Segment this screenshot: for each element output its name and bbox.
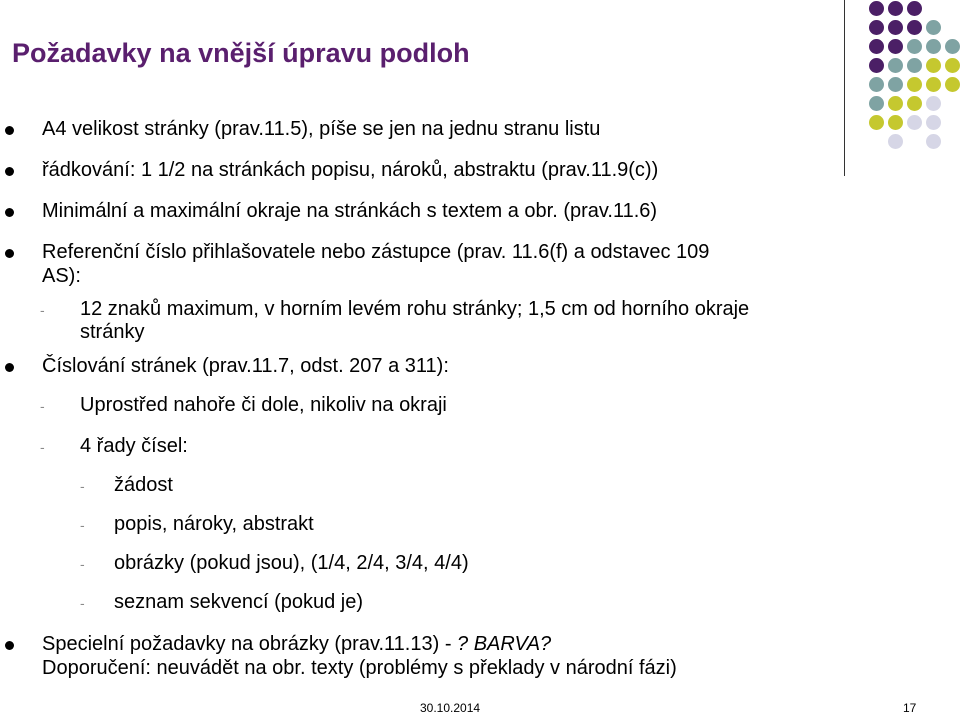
- bullet-icon: [5, 126, 14, 135]
- list-item-continuation: AS):: [42, 265, 81, 287]
- bullet-icon: [5, 167, 14, 176]
- dot: [926, 39, 941, 54]
- dot: [888, 96, 903, 111]
- dot: [869, 1, 884, 16]
- dash-icon: -: [40, 439, 45, 455]
- dot: [907, 96, 922, 111]
- dot: [869, 20, 884, 35]
- bullet-icon: [5, 641, 14, 650]
- dot: [869, 96, 884, 111]
- dash-icon: -: [80, 556, 85, 572]
- sub-sub-list-item: obrázky (pokud jsou), (1/4, 2/4, 3/4, 4/4): [114, 552, 469, 574]
- dot: [907, 1, 922, 16]
- dash-icon: -: [80, 517, 85, 533]
- list-item-continuation: Doporučení: neuvádět na obr. texty (problémy s překlady v národní fázi): [42, 657, 677, 679]
- sub-sub-list-item: seznam sekvencí (pokud je): [114, 591, 364, 613]
- dot: [907, 77, 922, 92]
- sub-sub-list-item: žádost: [114, 474, 173, 496]
- dot: [888, 1, 903, 16]
- list-item: řádkování: 1 1/2 na stránkách popisu, nároků, abstraktu (prav.11.9(c)): [42, 159, 659, 181]
- list-item: Referenční číslo přihlašovatele nebo zástupce (prav. 11.6(f) a odstavec 109: [42, 241, 710, 263]
- dot: [926, 134, 941, 149]
- bullet-icon: [5, 208, 14, 217]
- dash-icon: -: [80, 595, 85, 611]
- list-item: [42, 632, 551, 656]
- dot: [926, 20, 941, 35]
- dot: [869, 58, 884, 73]
- dot: [926, 115, 941, 130]
- dot: [888, 39, 903, 54]
- bullet-icon: [5, 249, 14, 258]
- bullet-icon: [5, 363, 14, 372]
- dot: [945, 39, 960, 54]
- dash-icon: -: [40, 398, 45, 414]
- sub-list-item: 4 řady čísel:: [80, 435, 188, 457]
- list-item: A4 velikost stránky (prav.11.5), píše se jen na jednu stranu listu: [42, 118, 601, 140]
- dot: [888, 20, 903, 35]
- dot: [945, 77, 960, 92]
- dot: [907, 115, 922, 130]
- dot: [869, 39, 884, 54]
- dot: [888, 134, 903, 149]
- sub-list-item: Uprostřed nahoře či dole, nikoliv na okraji: [80, 394, 447, 416]
- list-item-italic-text: ? BARVA?: [457, 633, 552, 655]
- dot: [907, 58, 922, 73]
- footer-date: 30.10.2014: [420, 701, 481, 715]
- sub-sub-list-item: popis, nároky, abstrakt: [114, 513, 314, 535]
- dot: [945, 58, 960, 73]
- dash-icon: -: [40, 302, 45, 318]
- list-item-text: Specielní požadavky na obrázky (prav.11.13) -: [42, 633, 458, 655]
- list-item: Číslování stránek (prav.11.7, odst. 207 a 311):: [42, 355, 449, 377]
- sub-list-item: 12 znaků maximum, v horním levém rohu stránky; 1,5 cm od horního okraje: [80, 298, 750, 320]
- dot: [869, 77, 884, 92]
- dot: [926, 96, 941, 111]
- dot: [926, 58, 941, 73]
- dot: [888, 77, 903, 92]
- dot: [888, 58, 903, 73]
- list-item: Minimální a maximální okraje na stránkách s textem a obr. (prav.11.6): [42, 200, 658, 222]
- dot: [869, 115, 884, 130]
- dash-icon: -: [80, 478, 85, 494]
- dot: [907, 20, 922, 35]
- dot: [907, 39, 922, 54]
- decorative-vertical-line: [844, 0, 845, 176]
- footer-page-number: 17: [903, 701, 917, 715]
- dot: [926, 77, 941, 92]
- slide-title: Požadavky na vnější úpravu podloh: [12, 38, 470, 68]
- dot: [888, 115, 903, 130]
- sub-list-item-continuation: stránky: [80, 321, 145, 343]
